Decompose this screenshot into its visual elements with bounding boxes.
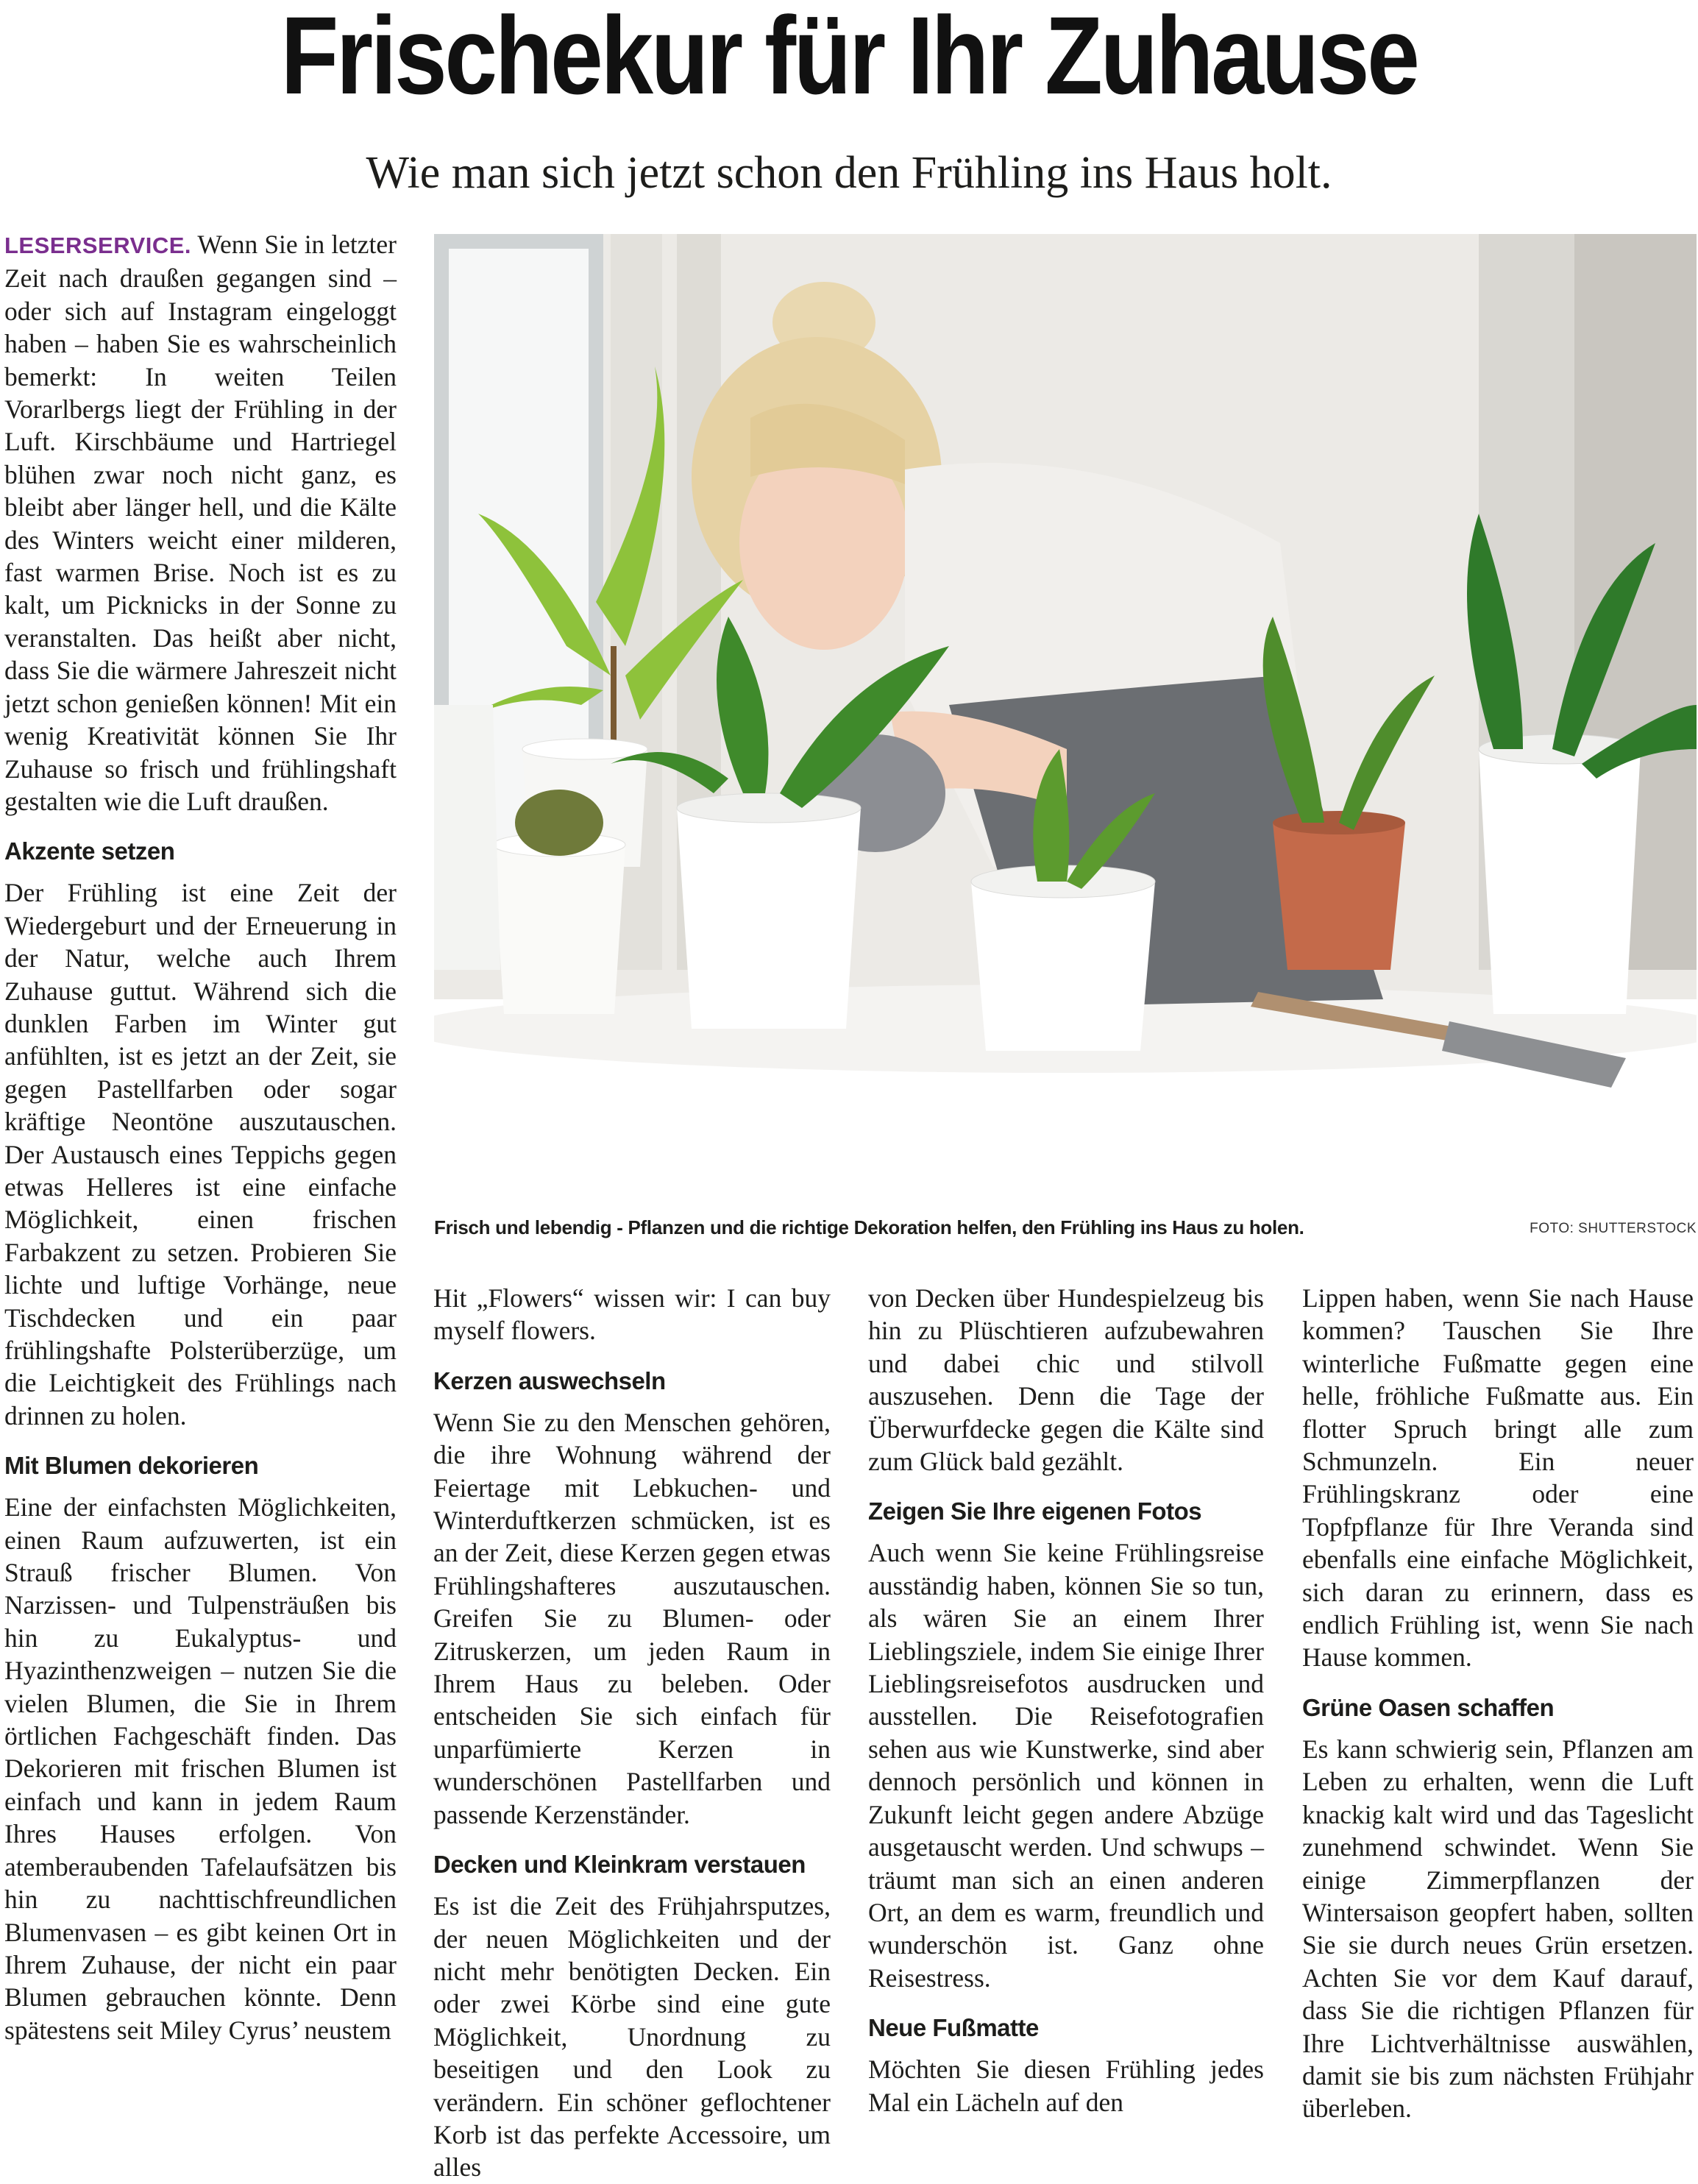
section-heading: Mit Blumen dekorieren bbox=[4, 1452, 259, 1480]
paragraph: Möchten Sie diesen Frühling jedes Mal ein Lächeln auf den bbox=[868, 2054, 1264, 2117]
paragraph: Wenn Sie zu den Menschen gehören, die ihre Wohnung während der Feiertage mit Lebkuchen- und Winterduftkerzen schmücken, ist es an der Zeit, diese Kerzen gegen etwas Frühlingshafteres auszutauschen. Greifen Sie zu Blumen- oder Zitruskerzen, um jeden Raum in Ihrem Haus zu beleben. Oder entscheiden Sie sich einfach für unparfümierte Kerzen in wunderschönen Pastellfarben und passende Kerzenständer. bbox=[433, 1407, 831, 1829]
paragraph: Es ist die Zeit des Frühjahrsputzes, der neuen Möglichkeiten und der nicht mehr benötigten Decken. Ein oder zwei Körbe sind eine gute Möglichkeit, Unordnung zu beseitigen und den Look zu verändern. Ein schöner geflochtener Korb ist das perfekte Accessoire, um alles bbox=[433, 1891, 831, 2183]
subheadline: Wie man sich jetzt schon den Frühling ins Haus holt. bbox=[366, 148, 1332, 198]
section-heading: Kerzen auswechseln bbox=[433, 1366, 666, 1394]
section-heading: Grüne Oasen schaffen bbox=[1302, 1693, 1555, 1721]
photo-caption: Frisch und lebendig - Pflanzen und die richtige Dekoration helfen, den Frühling ins Haus zu holen. bbox=[434, 1216, 1304, 1238]
headline: Frischekur für Ihr Zuhause bbox=[280, 0, 1418, 117]
article-column-1 bbox=[4, 228, 397, 2046]
photo-caption-bar bbox=[434, 1213, 1697, 1242]
section-heading: Decken und Kleinkram verstauen bbox=[433, 1851, 806, 1879]
paragraph: Es kann schwierig sein, Pflanzen am Leben zu erhalten, wenn die Luft knackig kalt wird und das Tageslicht zunehmend schwindet. Wenn Sie einige Zimmerpflanzen der Wintersaison geopfert haben, sollten Sie sie durch neues Grün ersetzen. Achten Sie vor dem Kauf darauf, dass Sie die richtigen Pflanzen für Ihre Lichtverhältnisse auswählen, damit sie bis zum nächsten Frühjahr überleben. bbox=[1302, 1734, 1694, 2124]
article-column-2 bbox=[433, 1282, 831, 2184]
article-column-3 bbox=[868, 1282, 1264, 2119]
paragraph: Eine der einfachsten Möglichkeiten, einen Raum aufzuwerten, ist ein Strauß frischer Blumen. Von Narzissen- und Tulpensträußen bis hin zu Eukalyptus- und Hyazinthenzweigen – nutzen Sie die vielen Blumen, die Sie in Ihrem örtlichen Fachgeschäft finden. Das Dekorieren mit frischen Blumen ist einfach und kann in jedem Raum Ihres Hauses erfolgen. Von atemberaubenden Tafelaufsätzen bis hin zu nachttischfreundlichen Blumenvasen – es gibt keinen Ort in Ihrem Zuhause, der nicht ein paar Blumen gebrauchen könnte. Denn spätestens seit Miley Cyrus’ neustem bbox=[4, 1492, 397, 2045]
section-heading: Akzente setzen bbox=[4, 837, 175, 865]
section-heading: Zeigen Sie Ihre eigenen Fotos bbox=[868, 1497, 1202, 1525]
lead-text: Wenn Sie in letzter Zeit nach draußen gegangen sind – oder sich auf Instagram eingeloggt haben – haben Sie es wahrscheinlich bemerkt: In weiten Teilen Vorarlbergs liegt der Frühling in der Luft. Kirschbäume und Hartriegel blühen zwar noch nicht ganz, es bleibt aber länger hell, und die Kälte des Winters weicht einer milderen, fast warmen Brise. Noch ist es zu kalt, um Picknicks in der Sonne zu veranstalten. Das heißt aber nicht, dass Sie die wärmere Jahreszeit nicht jetzt schon genießen können! Mit ein wenig Kreativität können Sie Ihr Zuhause so frisch und frühlingshaft gestalten wie die Luft draußen. bbox=[4, 230, 397, 816]
photo-credit: FOTO: SHUTTERSTOCK bbox=[1530, 1221, 1697, 1236]
section-heading: Neue Fußmatte bbox=[868, 2014, 1039, 2042]
paragraph: Lippen haben, wenn Sie nach Hause kommen? Tauschen Sie Ihre winterliche Fußmatte gegen eine helle, fröhliche Fußmatte aus. Ein flotter Spruch bringt alle zum Schmunzeln. Ein neuer Frühlingskranz oder eine Topfpflanze für Ihre Veranda sind ebenfalls eine einfache Möglichkeit, sich daran zu erinnern, dass es endlich Frühling ist, wenn Sie nach Hause kommen. bbox=[1302, 1283, 1694, 1673]
paragraph: Hit „Flowers“ wissen wir: I can buy myself flowers. bbox=[433, 1283, 831, 1346]
paragraph: Der Frühling ist eine Zeit der Wiedergeburt und der Erneuerung in der Natur, welche auch Ihrem Zuhause guttut. Während sich die dunklen Farben im Winter gut anfühlten, ist es jetzt an der Zeit, sie gegen Pastellfarben oder sogar kräftige Neontöne auszutauschen. Der Austausch eines Teppichs gegen etwas Helleres ist eine einfache Möglichkeit, einen frischen Farbakzent zu setzen. Probieren Sie lichte und luftige Vorhänge, neue Tischdecken und ein paar frühlingshafte Polsterüberzüge, um die Leichtigkeit des Frühlings nach drinnen zu holen. bbox=[4, 878, 397, 1430]
kicker: LESERSERVICE. bbox=[4, 233, 192, 258]
photo-illustration bbox=[434, 234, 1697, 1207]
lead-paragraph bbox=[4, 228, 397, 818]
article-column-4 bbox=[1302, 1282, 1694, 2125]
paragraph: von Decken über Hundespielzeug bis hin zu Plüschtieren aufzubewahren und dabei chic und stilvoll auszusehen. Denn die Tage der Überwurfdecke gegen die Kälte sind zum Glück bald gezählt. bbox=[868, 1283, 1264, 1477]
paragraph: Auch wenn Sie keine Frühlingsreise ausständig haben, können Sie so tun, als wären Sie an einem Ihrer Lieblingsziele, indem Sie einige Ihrer Lieblingsreisefotos ausdrucken und ausstellen. Die Reisefotografien sehen aus wie Kunstwerke, sind aber dennoch persönlich und können in Zukunft leicht gegen andere Abzüge ausgetauscht werden. Und schwups – träumt man sich an einen anderen Ort, an dem es warm, freundlich und wunderschön ist. Ganz ohne Reisestress. bbox=[868, 1538, 1264, 1993]
article-photo bbox=[434, 234, 1697, 1207]
